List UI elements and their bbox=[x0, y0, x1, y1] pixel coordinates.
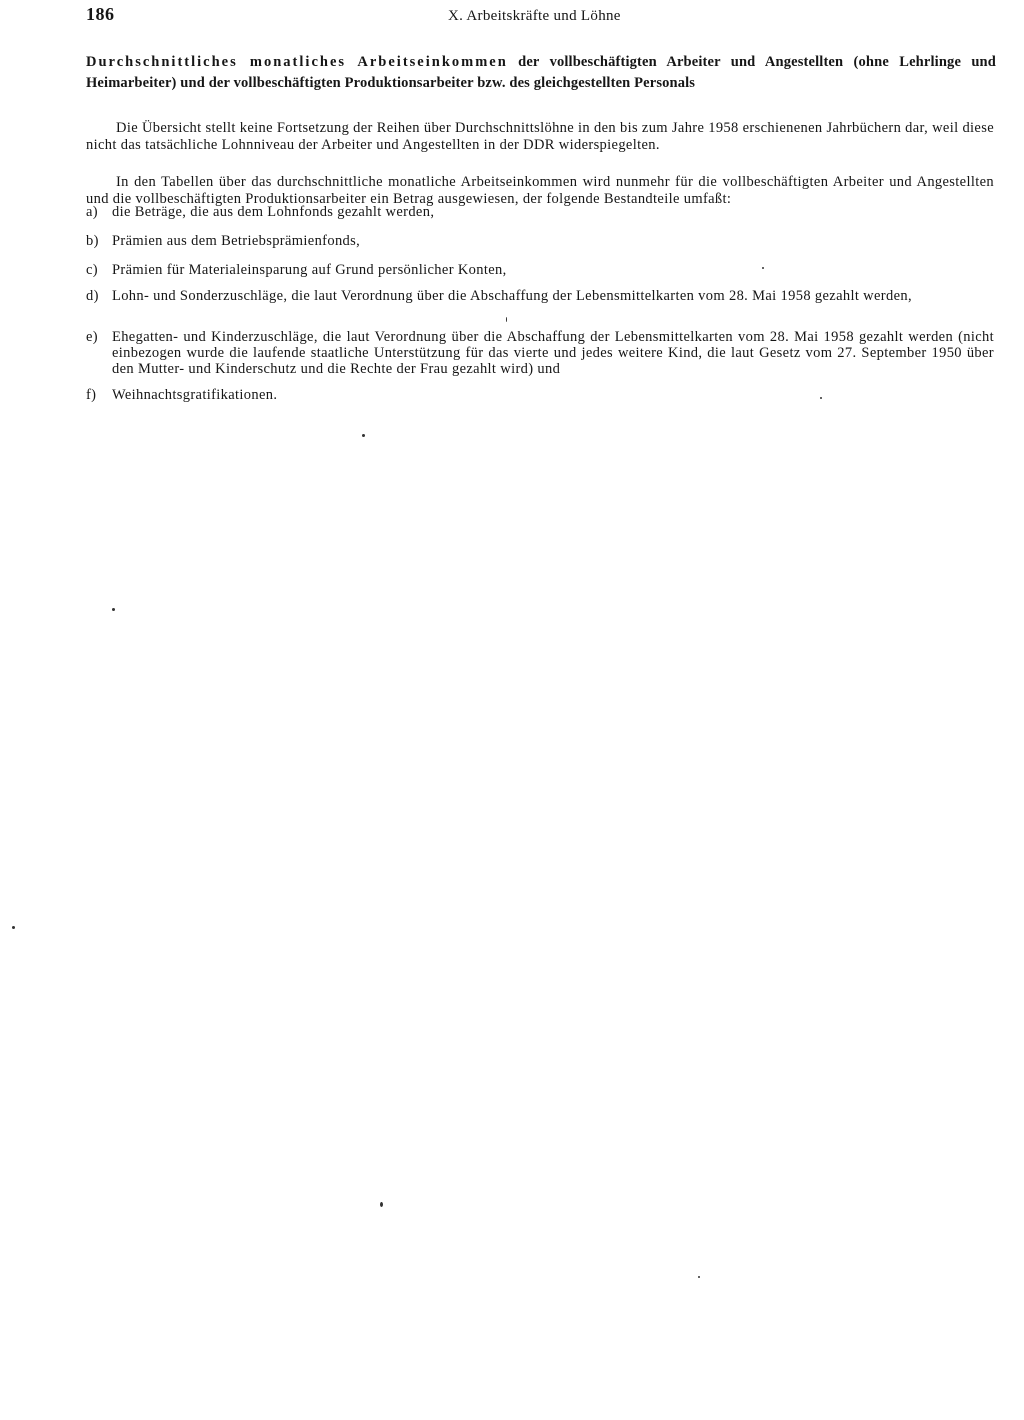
list-item bbox=[86, 329, 994, 377]
scan-speck bbox=[820, 397, 822, 399]
list-item-marker: d) bbox=[86, 288, 99, 304]
list-item-text: Weihnachtsgratifikationen. bbox=[112, 387, 278, 403]
list-item-marker: e) bbox=[86, 329, 98, 345]
page-number: 186 bbox=[86, 4, 115, 24]
list-item bbox=[86, 288, 994, 304]
scan-speck bbox=[112, 608, 115, 611]
list-item-text: Prämien für Materialeinsparung auf Grund persönlicher Konten, bbox=[112, 262, 507, 278]
list-item bbox=[86, 233, 994, 249]
scan-speck bbox=[506, 317, 507, 322]
paragraph-overview: Die Übersicht stellt keine Fortsetzung der Reihen über Durchschnittslöhne in den bis zum Jahre 1958 erschienenen Jahrbüchern dar, weil diese nicht das tatsächliche Lohnniveau der Arbeiter und Angestellten in der DDR widerspiegelten. bbox=[86, 119, 994, 153]
list-item bbox=[86, 262, 994, 278]
list-item-marker: f) bbox=[86, 387, 97, 403]
list-item-marker: b) bbox=[86, 233, 99, 249]
scan-speck bbox=[362, 434, 365, 437]
heading-rest: der vollbeschäftigten Arbeiter und Angestellten (ohne Lehrlinge und Heimarbeiter) und der vollbeschäftigten Produktionsarbeiter bzw. des gleichgestellten Personals bbox=[86, 54, 996, 91]
heading-spaced-part: Durchschnittliches monatliches Arbeitseinkommen bbox=[86, 54, 508, 70]
scan-speck bbox=[762, 267, 764, 269]
list-item-text: Lohn- und Sonderzuschläge, die laut Verordnung über die Abschaffung der Lebensmittelkarten vom 28. Mai 1958 gezahlt werden, bbox=[112, 288, 912, 304]
list-item-text: die Beträge, die aus dem Lohnfonds gezahlt werden, bbox=[112, 204, 435, 220]
scan-speck bbox=[698, 1276, 700, 1278]
list-item-text: Ehegatten- und Kinderzuschläge, die laut Verordnung über die Abschaffung der Lebensmittelkarten vom 28. Mai 1958 gezahlt werden (nicht einbezogen wurde die laufende staatliche Unterstützung für das vierte und jedes weitere Kind, die laut Gesetz vom 27. September 1950 über den Mutter- und Kinderschutz und die Rechte der Frau gezahlt wird) und bbox=[112, 329, 994, 377]
running-header: X. Arbeitskräfte und Löhne bbox=[448, 8, 621, 24]
section-heading bbox=[86, 52, 996, 94]
paragraph-components: In den Tabellen über das durchschnittliche monatliche Arbeitseinkommen wird nunmehr für die vollbeschäftigten Arbeiter und Angestellten und die vollbeschäftigten Produktionsarbeiter ein Betrag ausgewiesen, der folgende Bestandteile umfaßt: bbox=[86, 173, 994, 207]
list-item bbox=[86, 387, 994, 403]
list-item-text: Prämien aus dem Betriebsprämienfonds, bbox=[112, 233, 361, 249]
list-item-marker: a) bbox=[86, 204, 98, 220]
list-item bbox=[86, 204, 994, 220]
list-item-marker: c) bbox=[86, 262, 98, 278]
scan-speck bbox=[12, 926, 15, 929]
scan-speck bbox=[380, 1202, 383, 1207]
